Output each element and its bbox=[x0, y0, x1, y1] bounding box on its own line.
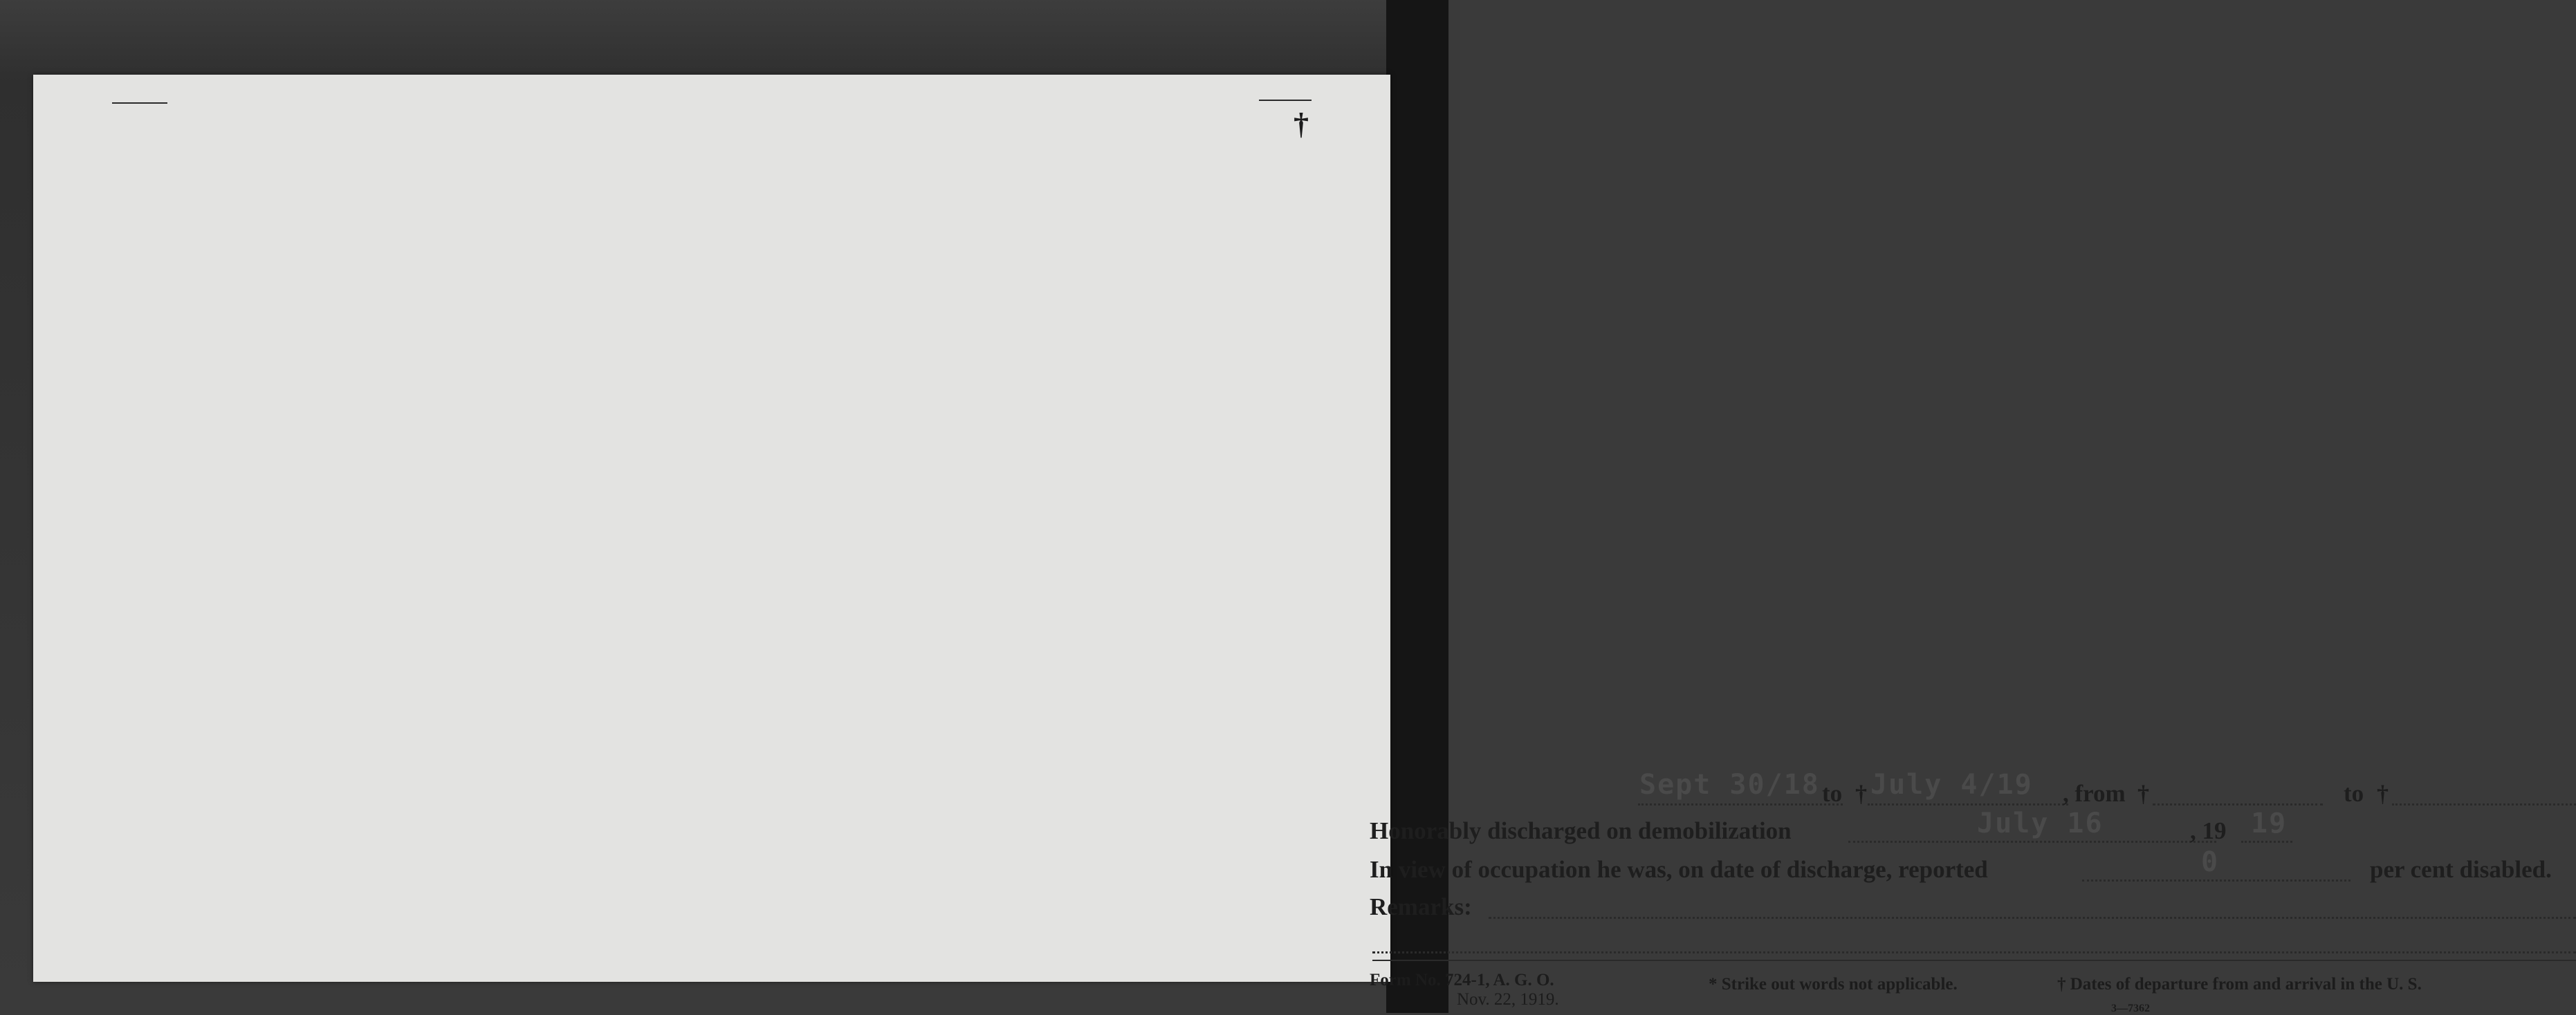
dagger-mark: † bbox=[2377, 781, 2389, 807]
dagger-mark: † bbox=[2137, 781, 2149, 807]
print-code: 3—7362 bbox=[2111, 1003, 2150, 1014]
dagger-mark: † bbox=[1855, 781, 1867, 807]
overseas-from-line bbox=[1638, 803, 1843, 806]
form-date: Nov. 22, 1919. bbox=[1457, 990, 1559, 1009]
form-number: Form No. 724-1, A. G. O. bbox=[1370, 971, 1554, 989]
overseas-to2-label: to bbox=[2344, 780, 2364, 807]
remarks-blank-line bbox=[1372, 951, 2576, 953]
disability-label: In view of occupation he was, on date of discharge, reported bbox=[1370, 856, 1988, 883]
service-record-card bbox=[33, 75, 2552, 1014]
overseas-to-label: to bbox=[1822, 780, 1843, 807]
discharge-year-value: 19 bbox=[2251, 808, 2288, 839]
discharge-year-prefix: , 19 bbox=[2190, 817, 2227, 844]
overseas-from2-label: , from bbox=[2063, 780, 2126, 807]
strike-note: * Strike out words not applicable. bbox=[1709, 975, 1958, 994]
disability-line bbox=[2082, 879, 2350, 882]
discharge-year-line bbox=[2241, 841, 2292, 843]
overseas-to2-line bbox=[2392, 803, 2576, 806]
overseas-from2-line bbox=[2153, 803, 2323, 806]
disability-value: 0 bbox=[2201, 846, 2220, 878]
remarks-label: Remarks: bbox=[1370, 893, 1472, 920]
overseas-to-value: July 4/19 bbox=[1870, 769, 2033, 801]
discharge-date-value: July 16 bbox=[1977, 808, 2104, 839]
card-number: † Sept 30/18 to † July 4/19 , from † to † Honorably discharged on demobilization July 16 , 19 19 In view of occupation he was, on date of discharge, reported 0 per cent disabled. Remarks: Form No. 724-1, A. G. O. Nov. 22, 1919. * Strike out words not applicable. † Dates of departure from and arrival in the U. S. 3—7362 bbox=[1294, 106, 1309, 142]
overseas-from-value: Sept 30/18 bbox=[1639, 769, 1820, 801]
discharge-label: Honorably discharged on demobilization bbox=[1370, 817, 1792, 844]
discharge-date-line bbox=[1848, 841, 2216, 843]
overseas-to-line bbox=[1868, 803, 2068, 806]
disability-suffix: per cent disabled. bbox=[2370, 856, 2552, 883]
footer-rule bbox=[1372, 960, 2576, 961]
dates-note: † Dates of departure from and arrival in the U. S. bbox=[2057, 975, 2422, 994]
top-left-rule bbox=[112, 102, 167, 104]
top-right-rule bbox=[1259, 100, 1312, 101]
remarks-line bbox=[1489, 917, 2576, 919]
